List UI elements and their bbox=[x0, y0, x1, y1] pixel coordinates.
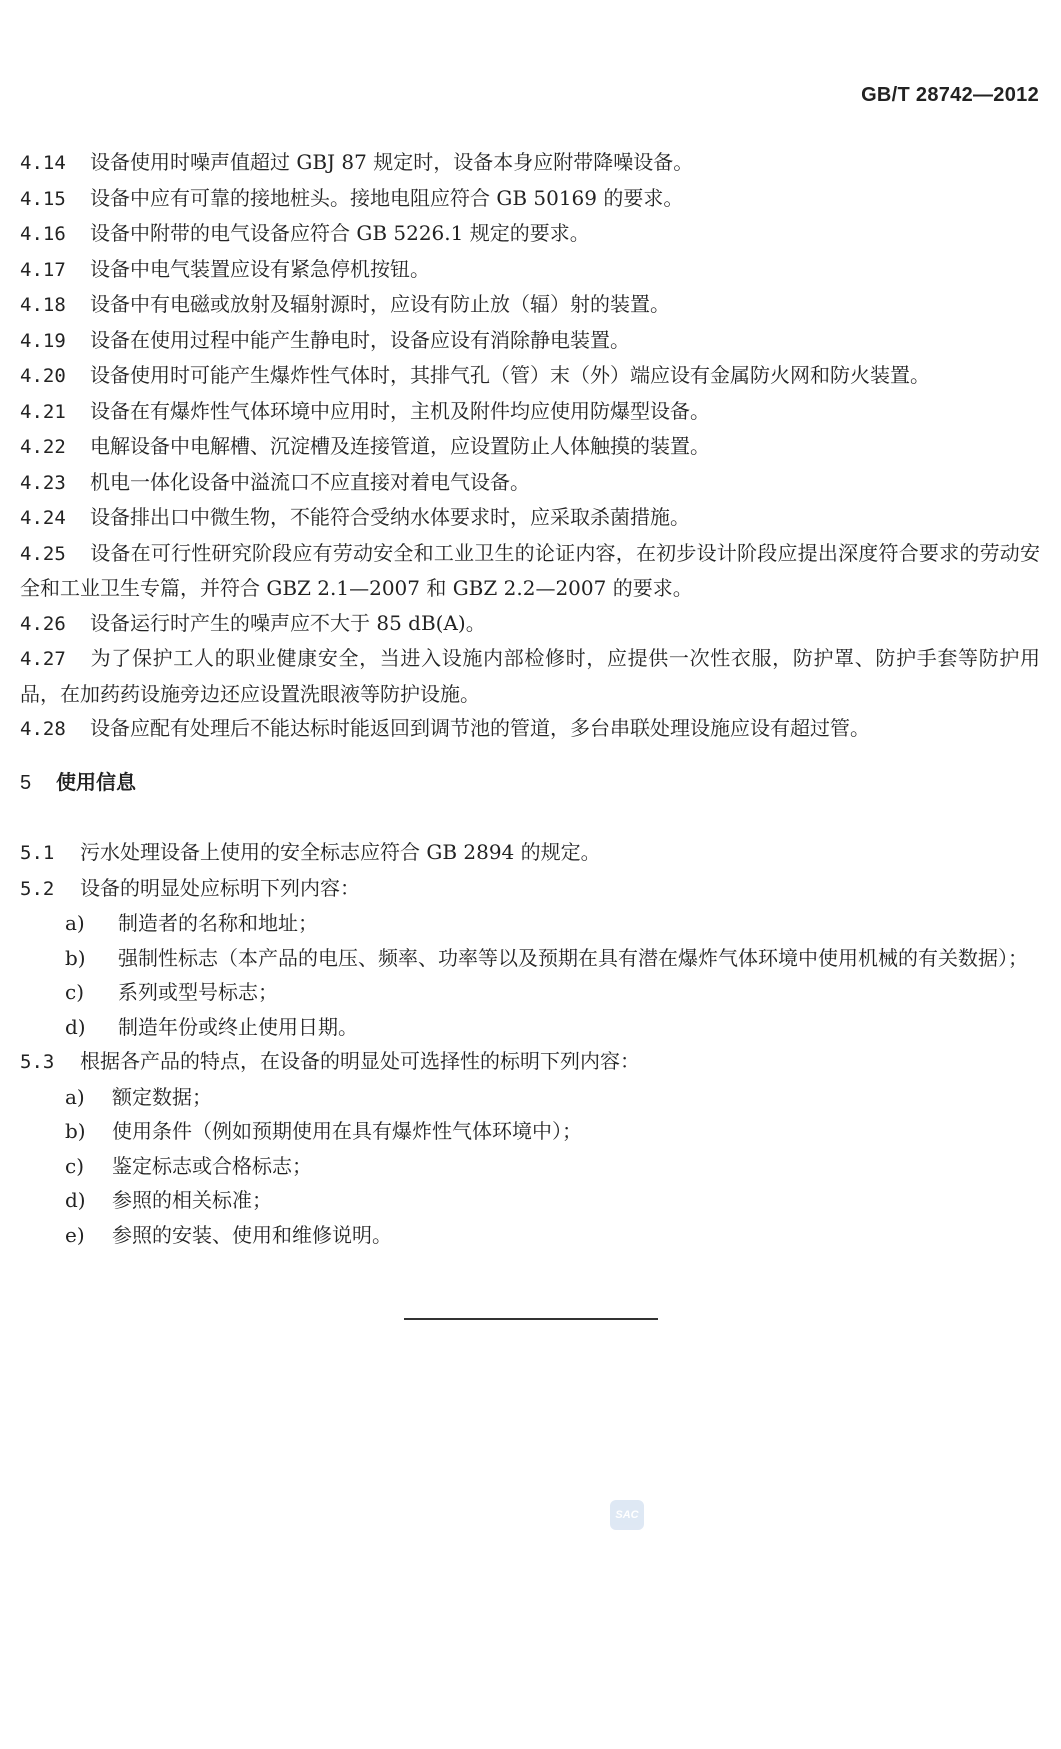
list-marker: d) bbox=[65, 1014, 86, 1039]
list-text: 鉴定标志或合格标志； bbox=[112, 1153, 312, 1178]
list-text: 参照的安装、使用和维修说明。 bbox=[112, 1222, 392, 1247]
list-text: 制造年份或终止使用日期。 bbox=[118, 1014, 358, 1039]
clause-list bbox=[20, 145, 1040, 747]
clause-5-2 bbox=[20, 871, 1040, 907]
sac-watermark-logo bbox=[610, 1500, 644, 1530]
list-marker: a) bbox=[65, 911, 85, 935]
list-marker: b) bbox=[65, 945, 86, 970]
clause-4-26 bbox=[20, 606, 1040, 642]
clause-number: 4.21 bbox=[20, 400, 66, 423]
list-marker: b) bbox=[65, 1119, 86, 1143]
clause-text: 设备中附带的电气设备应符合 GB 5226.1 规定的要求。 bbox=[90, 221, 590, 245]
clause-number: 4.27 bbox=[20, 648, 66, 670]
clause-number: 4.25 bbox=[20, 542, 66, 565]
clause-4-19 bbox=[20, 323, 1040, 359]
list-text: 使用条件（例如预期使用在具有爆炸性气体环境中）； bbox=[112, 1119, 582, 1143]
section-title: 使用信息 bbox=[56, 772, 136, 794]
list-item bbox=[65, 975, 1040, 1010]
clause-number: 5.2 bbox=[20, 877, 55, 900]
clause-number: 4.17 bbox=[20, 258, 66, 281]
clause-number: 4.24 bbox=[20, 507, 66, 529]
clause-text: 设备中有电磁或放射及辐射源时，应设有防止放（辐）射的装置。 bbox=[90, 292, 670, 316]
clause-text: 设备的明显处应标明下列内容： bbox=[80, 875, 360, 900]
clause-text: 机电一体化设备中溢流口不应直接对着电气设备。 bbox=[90, 469, 530, 494]
list-item bbox=[65, 941, 1040, 976]
section-5-heading bbox=[20, 766, 136, 795]
list-text: 系列或型号标志； bbox=[118, 980, 278, 1004]
list-text: 参照的相关标准； bbox=[112, 1188, 272, 1212]
clause-4-25 bbox=[20, 536, 1040, 606]
list-text: 制造者的名称和地址； bbox=[118, 911, 318, 935]
list-marker: a) bbox=[65, 1084, 85, 1109]
list-item bbox=[65, 1010, 1040, 1045]
clause-number: 5.3 bbox=[20, 1051, 55, 1073]
clause-number: 4.23 bbox=[20, 471, 66, 494]
list-text: 额定数据； bbox=[112, 1084, 212, 1109]
clause-text: 设备在使用过程中能产生静电时，设备应设有消除静电装置。 bbox=[90, 327, 630, 352]
clause-text: 设备应配有处理后不能达标时能返回到调节池的管道，多台串联处理设施应设有超过管。 bbox=[90, 716, 870, 740]
list-marker: c) bbox=[65, 1153, 85, 1178]
clause-4-28 bbox=[20, 711, 1040, 747]
clause-4-17 bbox=[20, 252, 1040, 288]
list-item bbox=[65, 1218, 1040, 1253]
section-5-body bbox=[20, 835, 1040, 1252]
section-number: 5 bbox=[20, 772, 32, 794]
clause-number: 4.16 bbox=[20, 223, 66, 245]
clause-5-1 bbox=[20, 835, 1040, 871]
clause-5-3 bbox=[20, 1044, 1040, 1080]
clause-4-22 bbox=[20, 429, 1040, 465]
clause-number: 4.22 bbox=[20, 436, 66, 458]
clause-4-14 bbox=[20, 145, 1040, 181]
list-item bbox=[65, 1149, 1040, 1184]
watermark-text: SAC bbox=[615, 1509, 639, 1521]
clause-text: 设备使用时噪声值超过 GBJ 87 规定时，设备本身应附带降噪设备。 bbox=[90, 150, 694, 174]
clause-text: 设备在可行性研究阶段应有劳动安全和工业卫生的论证内容，在初步设计阶段应提出深度符合要求的劳动安全和工业卫生专篇，并符合 GBZ 2.1—2007 和 GBZ 2.2—2007 的要求。 bbox=[20, 540, 1040, 600]
clause-text: 电解设备中电解槽、沉淀槽及连接管道，应设置防止人体触摸的装置。 bbox=[90, 434, 710, 458]
clause-text: 为了保护工人的职业健康安全，当进入设施内部检修时，应提供一次性衣服，防护罩、防护手套等防护用品，在加药药设施旁边还应设置洗眼液等防护设施。 bbox=[20, 646, 1040, 706]
clause-4-27 bbox=[20, 641, 1040, 711]
standard-code: GB/T 28742—2012 bbox=[861, 84, 1039, 106]
clause-text: 设备运行时产生的噪声应不大于 85 dB(A)。 bbox=[90, 610, 486, 635]
clause-text: 设备中电气装置应设有紧急停机按钮。 bbox=[90, 256, 430, 281]
list-item bbox=[65, 1080, 1040, 1115]
clause-4-15 bbox=[20, 181, 1040, 217]
list-marker: c) bbox=[65, 980, 85, 1004]
clause-text: 设备在有爆炸性气体环境中应用时，主机及附件均应使用防爆型设备。 bbox=[90, 398, 710, 423]
clause-number: 4.19 bbox=[20, 329, 66, 352]
clause-number: 4.26 bbox=[20, 612, 66, 635]
clause-text: 设备使用时可能产生爆炸性气体时，其排气孔（管）末（外）端应设有金属防火网和防火装置。 bbox=[90, 363, 930, 387]
clause-number: 4.18 bbox=[20, 294, 66, 316]
list-text: 强制性标志（本产品的电压、频率、功率等以及预期在具有潜在爆炸气体环境中使用机械的有关数据）； bbox=[118, 945, 1028, 970]
clause-4-23 bbox=[20, 465, 1040, 501]
end-of-document-rule bbox=[404, 1318, 658, 1320]
list-marker: d) bbox=[65, 1188, 86, 1212]
list-item bbox=[65, 1183, 1040, 1218]
clause-number: 5.1 bbox=[20, 842, 55, 864]
clause-number: 4.15 bbox=[20, 187, 66, 210]
clause-number: 4.20 bbox=[20, 365, 66, 387]
clause-text: 污水处理设备上使用的安全标志应符合 GB 2894 的规定。 bbox=[80, 840, 601, 864]
clause-text: 根据各产品的特点，在设备的明显处可选择性的标明下列内容： bbox=[80, 1049, 640, 1073]
clause-5-2-list bbox=[65, 906, 1040, 1044]
clause-4-21 bbox=[20, 394, 1040, 430]
list-marker: e) bbox=[65, 1222, 85, 1247]
clause-text: 设备排出口中微生物，不能符合受纳水体要求时，应采取杀菌措施。 bbox=[90, 505, 690, 529]
clause-number: 4.14 bbox=[20, 152, 66, 174]
clause-number: 4.28 bbox=[20, 718, 66, 740]
clause-5-3-list bbox=[65, 1080, 1040, 1253]
list-item bbox=[65, 1114, 1040, 1149]
clause-4-18 bbox=[20, 287, 1040, 323]
clause-4-16 bbox=[20, 216, 1040, 252]
clause-4-24 bbox=[20, 500, 1040, 536]
clause-4-20 bbox=[20, 358, 1040, 394]
clause-text: 设备中应有可靠的接地桩头。接地电阻应符合 GB 50169 的要求。 bbox=[90, 185, 684, 210]
list-item bbox=[65, 906, 1040, 941]
